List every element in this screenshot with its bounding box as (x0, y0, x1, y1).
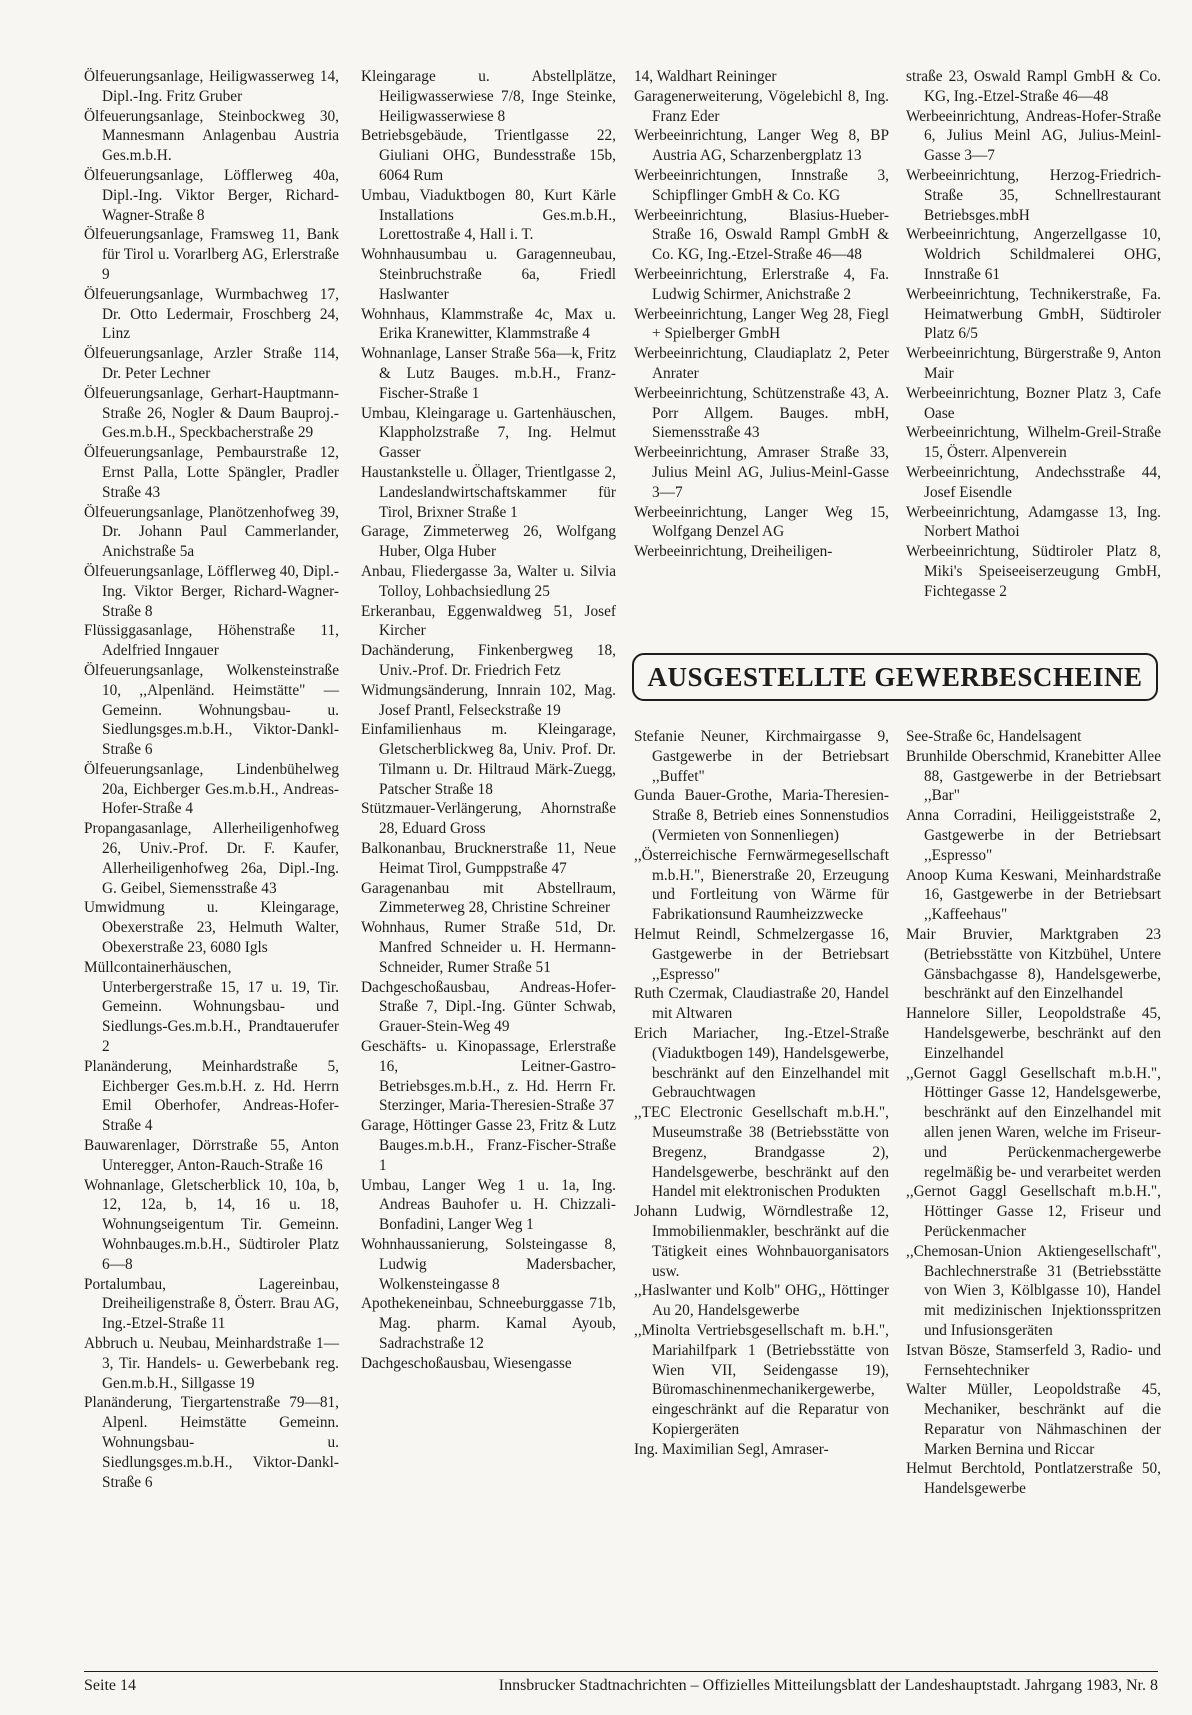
entry: Wohnhaus, Rumer Straße 51d, Dr. Manfred Schneider u. H. Hermann-Schneider, Rumer Straße 51 (361, 919, 616, 976)
entry: Werbeeinrichtung, Amraser Straße 33, Julius Meinl AG, Julius-Meinl-Gasse 3—7 (634, 444, 889, 501)
entry: Flüssiggasanlage, Höhenstraße 11, Adelfried Inngauer (84, 622, 339, 660)
entry: Ölfeuerungsanlage, Arzler Straße 114, Dr. Peter Lechner (84, 345, 339, 382)
entry: ,,Österreichische Fernwärmegesellschaft m.b.H.", Bienerstraße 20, Erzeugung und Fortleitung von Wärme für Fabrikationsund Raumheizzwecke (634, 846, 889, 924)
entry: Wohnanlage, Gletscherblick 10, 10a, b, 12, 12a, b, 14, 16 u. 18, Wohnungseigentum Tir. Gemeinn. Wohnbauges.m.b.H., Südtiroler Platz 6—8 (84, 1176, 339, 1273)
entry: Ölfeuerungsanlage, Steinbockweg 30, Mannesmann Anlagenbau Austria Ges.m.b.H. (84, 107, 339, 165)
entry: Werbeeinrichtung, Langer Weg 28, Fiegl + Spielberger GmbH (634, 305, 889, 343)
entry: Müllcontainerhäuschen, Unterbergerstraße 15, 17 u. 19, Tir. Gemeinn. Wohnungsbau- und Siedlungs-Ges.m.b.H., Prandtauerufer 2 (84, 958, 339, 1056)
entry: Umwidmung u. Kleingarage, Obexerstraße 23, Helmuth Walter, Obexerstraße 23, 6080 Igls (84, 899, 339, 957)
entry: Werbeeinrichtung, Andechsstraße 44, Josef Eisendle (906, 463, 1161, 501)
entry: Werbeeinrichtungen, Innstraße 3, Schipflinger GmbH & Co. KG (634, 166, 889, 204)
entry: Garagenerweiterung, Vögelebichl 8, Ing. Franz Eder (634, 87, 889, 125)
entry: Ruth Czermak, Claudiastraße 20, Handel mit Altwaren (634, 985, 889, 1023)
entry: Planänderung, Meinhardstraße 5, Eichberger Ges.m.b.H. z. Hd. Herrn Emil Oberhofer, Andreas-Hofer-Straße 4 (84, 1057, 339, 1135)
entry: Werbeeinrichtung, Langer Weg 15, Wolfgang Denzel AG (634, 503, 889, 541)
entry: Umbau, Langer Weg 1 u. 1a, Ing. Andreas Bauhofer u. H. Chizzali-Bonfadini, Langer Weg 1 (361, 1176, 616, 1234)
column-2 (361, 67, 616, 1374)
entry: Anoop Kuma Keswani, Meinhardstraße 16, Gastgewerbe in der Betriebsart ,,Kaffeehaus" (906, 866, 1161, 924)
section-heading: AUSGESTELLTE GEWERBESCHEINE (632, 653, 1158, 701)
entry: Abbruch u. Neubau, Meinhardstraße 1—3, Tir. Handels- u. Gewerbebank reg. Gen.m.b.H., Sillgasse 19 (84, 1335, 339, 1392)
column-3 (634, 67, 889, 562)
entry: Geschäfts- u. Kinopassage, Erlerstraße 16, Leitner-Gastro-Betriebsges.m.b.H., z. Hd. Herrn Fr. Sterzinger, Maria-Theresien-Straße 37 (361, 1038, 616, 1115)
entry: Werbeeinrichtung, Bozner Platz 3, Cafe Oase (906, 384, 1161, 422)
entry: Portalumbau, Lagereinbau, Dreiheiligenstraße 8, Österr. Brau AG, Ing.-Etzel-Straße 11 (84, 1275, 339, 1333)
entry: Werbeeinrichtung, Schützenstraße 43, A. Porr Allgem. Bauges. mbH, Siemensstraße 43 (634, 384, 889, 442)
entry: Erich Mariacher, Ing.-Etzel-Straße (Viaduktbogen 149), Handelsgewerbe, beschränkt auf den Einzelhandel mit Gebrauchtwagen (634, 1024, 889, 1102)
publication-line: Innsbrucker Stadtnachrichten – Offizielles Mitteilungsblatt der Landeshauptstadt. Jahrgang 1983, Nr. 8 (498, 1677, 1158, 1694)
entry: See-Straße 6c, Handelsagent (906, 728, 1082, 745)
entry: Werbeeinrichtung, Südtiroler Platz 8, Miki's Speiseeiserzeugung GmbH, Fichtegasse 2 (906, 543, 1161, 600)
footer-rule (84, 1671, 1158, 1672)
entry: Mair Bruvier, Marktgraben 23 (Betriebsstätte von Kitzbühel, Untere Gänsbachgasse 8), Handelsgewerbe, beschränkt auf den Einzelhandel (906, 925, 1161, 1003)
entry: Walter Müller, Leopoldstraße 45, Mechaniker, beschränkt auf die Reparatur von Nähmaschinen der Marken Bernina und Riccar (906, 1381, 1161, 1458)
entry: Wohnhaussanierung, Solsteingasse 8, Ludwig Madersbacher, Wolkensteingasse 8 (361, 1236, 616, 1293)
entry: ,,Minolta Vertriebsgesellschaft m. b.H.", Mariahilfpark 1 (Betriebsstätte von Wien VII, Seidengasse 19), Büromaschinenmechanikergewerbe, eingeschränkt auf die Reparatur von Kopiergeräten (634, 1321, 889, 1438)
entry: Werbeeinrichtung, Adamgasse 13, Ing. Norbert Mathoi (906, 503, 1161, 541)
gewerbe-column-2 (906, 727, 1161, 1499)
entry: Widmungsänderung, Innrain 102, Mag. Josef Prantl, Felseckstraße 19 (361, 681, 616, 719)
entry: Garage, Zimmeterweg 26, Wolfgang Huber, Olga Huber (361, 523, 616, 561)
entry: Werbeeinrichtung, Claudiaplatz 2, Peter Anrater (634, 345, 889, 382)
entry: Hannelore Siller, Leopoldstraße 45, Handelsgewerbe, beschränkt auf den Einzelhandel (906, 1005, 1161, 1062)
entry: Erkeranbau, Eggenwaldweg 51, Josef Kircher (361, 602, 616, 640)
entry: Brunhilde Oberschmid, Kranebitter Allee 88, Gastgewerbe in der Betriebsart ,,Bar" (906, 747, 1161, 805)
entry: ,,Gernot Gaggl Gesellschaft m.b.H.", Höttinger Gasse 12, Friseur und Perückenmacher (906, 1183, 1161, 1240)
entry: Werbeeinrichtung, Erlerstraße 4, Fa. Ludwig Schirmer, Anichstraße 2 (634, 265, 889, 303)
entry: Haustankstelle u. Öllager, Trientlgasse 2, Landeslandwirtschaftskammer für Tirol, Brixner Straße 1 (361, 463, 616, 521)
entry: Ölfeuerungsanlage, Wolkensteinstraße 10, ,,Alpenländ. Heimstätte" — Gemeinn. Wohnungsbau- u. Siedlungsges.m.b.H., Viktor-Dankl-Straße 6 (84, 661, 339, 759)
entry: Wohnanlage, Lanser Straße 56a—k, Fritz & Lutz Bauges. m.b.H., Franz-Fischer-Straße 1 (361, 345, 616, 402)
entry: Propangasanlage, Allerheiligenhofweg 26, Univ.-Prof. Dr. F. Kaufer, Allerheiligenhofweg 26a, Dipl.-Ing. G. Geibel, Siemensstraße 43 (84, 820, 339, 897)
entry: Ölfeuerungsanlage, Lindenbühelweg 20a, Eichberger Ges.m.b.H., Andreas-Hofer-Straße 4 (84, 760, 339, 818)
entry: Garagenanbau mit Abstellraum, Zimmeterweg 28, Christine Schreiner (361, 879, 616, 917)
entry: Werbeeinrichtung, Blasius-Hueber-Straße 16, Oswald Rampl GmbH & Co. KG, Ing.-Etzel-Straße 46—48 (634, 206, 889, 264)
entry: Kleingarage u. Abstellplätze, Heiligwasserwiese 7/8, Inge Steinke, Heiligwasserwiese 8 (361, 68, 616, 125)
entry: Ölfeuerungsanlage, Löfflerweg 40, Dipl.-Ing. Viktor Berger, Richard-Wagner-Straße 8 (84, 562, 339, 620)
entry: Bauwarenlager, Dörrstraße 55, Anton Unteregger, Anton-Rauch-Straße 16 (84, 1137, 339, 1174)
entry: Ölfeuerungsanlage, Gerhart-Hauptmann-Straße 26, Nogler & Daum Bauproj.-Ges.m.b.H., Speckbacherstraße 29 (84, 384, 339, 442)
entry: Ölfeuerungsanlage, Löfflerweg 40a, Dipl.-Ing. Viktor Berger, Richard-Wagner-Straße 8 (84, 166, 339, 224)
entry: Helmut Reindl, Schmelzergasse 16, Gastgewerbe in der Betriebsart ,,Espresso" (634, 925, 889, 983)
entry: straße 23, Oswald Rampl GmbH & Co. KG, Ing.-Etzel-Straße 46—48 (906, 68, 1161, 105)
entry: ,,Haslwanter und Kolb" OHG,, Höttinger Au 20, Handelsgewerbe (634, 1282, 889, 1320)
entry: Werbeeinrichtung, Wilhelm-Greil-Straße 15, Österr. Alpenverein (906, 424, 1161, 462)
entry: Anna Corradini, Heiliggeiststraße 2, Gastgewerbe in der Betriebsart ,,Espresso" (906, 807, 1161, 864)
entry: Stefanie Neuner, Kirchmairgasse 9, Gastgewerbe in der Betriebsart ,,Buffet" (634, 728, 889, 785)
entry: Ölfeuerungsanlage, Heiligwasserweg 14, Dipl.-Ing. Fritz Gruber (84, 68, 339, 105)
entry: Gunda Bauer-Grothe, Maria-Theresien-Straße 8, Betrieb eines Sonnenstudios (Vermieten von Sonnenliegen) (634, 787, 889, 844)
entry: 14, Waldhart Reininger (634, 68, 777, 85)
entry: Umbau, Viaduktbogen 80, Kurt Kärle Installations Ges.m.b.H., Lorettostraße 4, Hall i. T. (361, 186, 616, 244)
entry: ,,TEC Electronic Gesellschaft m.b.H.", Museumstraße 38 (Betriebsstätte von Bregenz, Brandgasse 2), Handelsgewerbe, beschränkt auf den Handel mit elektronischen Produkten (634, 1104, 889, 1201)
entry: Dachgeschoßausbau, Wiesengasse (361, 1354, 572, 1372)
entry: Garage, Höttinger Gasse 23, Fritz & Lutz Bauges.m.b.H., Franz-Fischer-Straße 1 (361, 1117, 616, 1174)
entry: Werbeeinrichtung, Andreas-Hofer-Straße 6, Julius Meinl AG, Julius-Meinl-Gasse 3—7 (906, 107, 1161, 165)
entry: Werbeeinrichtung, Angerzellgasse 10, Woldrich Schildmalerei OHG, Innstraße 61 (906, 226, 1161, 283)
entry: Istvan Bösze, Stamserfeld 3, Radio- und Fernsehtechniker (906, 1341, 1161, 1379)
entry: Ölfeuerungsanlage, Wurmbachweg 17, Dr. Otto Ledermair, Froschberg 24, Linz (84, 285, 339, 343)
entry: Werbeeinrichtung, Langer Weg 8, BP Austria AG, Scharzenbergplatz 13 (634, 127, 889, 165)
entry: Wohnhaus, Klammstraße 4c, Max u. Erika Kranewitter, Klammstraße 4 (361, 305, 616, 343)
entry: Betriebsgebäude, Trientlgasse 22, Giuliani OHG, Bundesstraße 15b, 6064 Rum (361, 127, 616, 184)
entry: ,,Chemosan-Union Aktiengesellschaft", Bachlechnerstraße 31 (Betriebsstätte von Wien 3, Kölblgasse 10), Handel mit medizinischen Injektionsspritzen und Infusionsgeräten (906, 1242, 1161, 1339)
page-number: Seite 14 (84, 1677, 136, 1694)
entry: Umbau, Kleingarage u. Gartenhäuschen, Klappholzstraße 7, Ing. Helmut Gasser (361, 404, 616, 462)
entry: Ölfeuerungsanlage, Framsweg 11, Bank für Tirol u. Vorarlberg AG, Erlerstraße 9 (84, 226, 339, 283)
gewerbe-column-1 (634, 727, 889, 1459)
entry: Einfamilienhaus m. Kleingarage, Gletscherblickweg 8a, Univ. Prof. Dr. Tilmann u. Dr. Hiltraud Märk-Zuegg, Patscher Straße 18 (361, 721, 616, 798)
entry: ,,Gernot Gaggl Gesellschaft m.b.H.", Höttinger Gasse 12, Handelsgewerbe, beschränkt auf den Einzelhandel mit allen jenen Waren, welche im Friseur- und Perückenmachergewerbe regelmäßig be- und verarbeitet werden (906, 1064, 1161, 1181)
column-1 (84, 67, 339, 1492)
column-4 (906, 67, 1161, 602)
entry: Ing. Maximilian Segl, Amraser- (634, 1440, 829, 1458)
entry: Werbeeinrichtung, Dreiheiligen- (634, 543, 833, 561)
entry: Werbeeinrichtung, Herzog-Friedrich-Straße 35, Schnellrestaurant Betriebsges.mbH (906, 166, 1161, 224)
entry: Planänderung, Tiergartenstraße 79—81, Alpenl. Heimstätte Gemeinn. Wohnungsbau- u. Siedlungsges.m.b.H., Viktor-Dankl-Straße 6 (84, 1394, 339, 1491)
entry: Dachgeschoßausbau, Andreas-Hofer-Straße 7, Dipl.-Ing. Günter Schwab, Grauer-Stein-Weg 49 (361, 978, 616, 1036)
entry: Wohnhausumbau u. Garagenneubau, Steinbruchstraße 6a, Friedl Haslwanter (361, 246, 616, 303)
entry: Werbeeinrichtung, Bürgerstraße 9, Anton Mair (906, 345, 1161, 382)
entry: Dachänderung, Finkenbergweg 18, Univ.-Prof. Dr. Friedrich Fetz (361, 642, 616, 679)
footer (84, 1677, 1158, 1695)
entry: Balkonanbau, Brucknerstraße 11, Neue Heimat Tirol, Gumppstraße 47 (361, 840, 616, 877)
entry: Ölfeuerungsanlage, Pembaurstraße 12, Ernst Palla, Lotte Spängler, Pradler Straße 43 (84, 444, 339, 501)
entry: Anbau, Fliedergasse 3a, Walter u. Silvia Tolloy, Lohbachsiedlung 25 (361, 562, 616, 600)
entry: Johann Ludwig, Wörndlestraße 12, Immobilienmakler, beschränkt auf die Tätigkeit eines Wohnbauorganisators usw. (634, 1203, 889, 1280)
entry: Werbeeinrichtung, Technikerstraße, Fa. Heimatwerbung GmbH, Südtiroler Platz 6/5 (906, 285, 1161, 343)
entry: Apothekeneinbau, Schneeburggasse 71b, Mag. pharm. Kamal Ayoub, Sadrachstraße 12 (361, 1295, 616, 1352)
entry: Helmut Berchtold, Pontlatzerstraße 50, Handelsgewerbe (906, 1460, 1161, 1498)
entry: Ölfeuerungsanlage, Planötzenhofweg 39, Dr. Johann Paul Cammerlander, Anichstraße 5a (84, 503, 339, 561)
entry: Stützmauer-Verlängerung, Ahornstraße 28, Eduard Gross (361, 800, 616, 838)
